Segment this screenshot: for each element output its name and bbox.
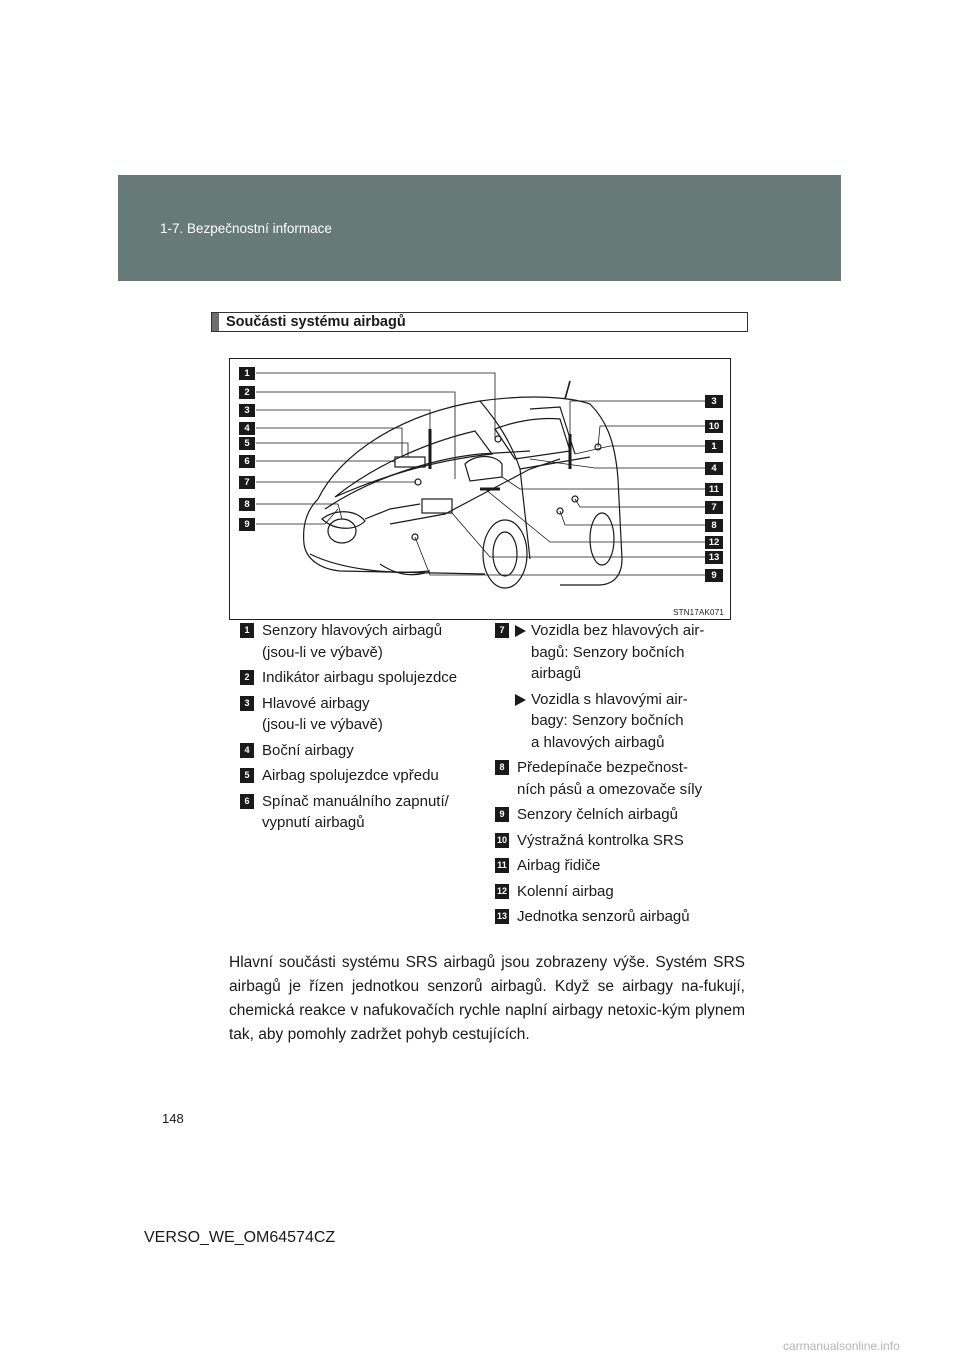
- legend-item-11: [495, 855, 740, 877]
- section-title-box: [211, 312, 748, 332]
- legend-text: bagů: Senzory bočních: [531, 643, 685, 661]
- legend-item-1: [240, 620, 480, 663]
- callout-left-8: 8: [239, 498, 255, 511]
- legend-left-column: [240, 620, 480, 838]
- legend-text: vypnutí airbagů: [262, 814, 365, 831]
- callout-right-13: 13: [705, 551, 723, 564]
- legend-number: 8: [495, 760, 509, 775]
- legend-text: Spínač manuálního zapnutí/: [262, 792, 449, 810]
- airbag-diagram: [229, 358, 731, 620]
- callout-left-5: 5: [239, 437, 255, 450]
- callout-right-11: 11: [705, 483, 723, 496]
- callout-right-8: 8: [705, 519, 723, 532]
- legend-number: 6: [240, 794, 254, 809]
- callout-right-9: 9: [705, 569, 723, 582]
- legend-item-5: [240, 765, 480, 787]
- callout-left-7: 7: [239, 476, 255, 489]
- legend-text: airbagů: [531, 665, 582, 682]
- callout-right-7: 7: [705, 501, 723, 514]
- header-section-label: 1-7. Bezpečnostní informace: [160, 221, 332, 236]
- legend-text: Senzory čelních airbagů: [517, 806, 678, 823]
- legend-item-7b: [495, 689, 740, 754]
- legend-text: Airbag spolujezdce vpředu: [262, 767, 439, 784]
- callout-right-10: 10: [705, 420, 723, 433]
- callout-left-2: 2: [239, 386, 255, 399]
- legend-number: 11: [495, 858, 509, 873]
- callout-left-4: 4: [239, 422, 255, 435]
- legend-number: 10: [495, 833, 509, 848]
- legend-item-6: [240, 791, 480, 834]
- legend-item-3: [240, 693, 480, 736]
- page-header: [118, 175, 841, 281]
- car-illustration: [230, 359, 732, 621]
- legend-text: bagy: Senzory bočních: [531, 712, 684, 729]
- callout-right-3: 3: [705, 395, 723, 408]
- legend-number: 12: [495, 884, 509, 899]
- arrow-right-icon: [515, 694, 526, 706]
- watermark: carmanualsonline.info: [783, 1339, 900, 1353]
- legend-item-2: [240, 667, 480, 689]
- arrow-right-icon: [515, 625, 526, 637]
- legend-right-column: [495, 620, 740, 932]
- legend-item-8: [495, 757, 740, 800]
- legend-text: Boční airbagy: [262, 741, 354, 759]
- legend-text: Vozidla bez hlavových air-: [531, 622, 705, 639]
- callout-right-1: 1: [705, 440, 723, 453]
- legend-text: (jsou-li ve výbavě): [262, 643, 383, 661]
- legend-item-12: [495, 881, 740, 903]
- legend-number: 1: [240, 623, 254, 638]
- legend-text: Senzory hlavových airbagů: [262, 622, 443, 639]
- legend-text: Jednotka senzorů airbagů: [517, 908, 690, 925]
- legend-text: Kolenní airbag: [517, 882, 614, 900]
- callout-right-4: 4: [705, 462, 723, 475]
- page-number: 148: [162, 1111, 184, 1126]
- document-code: VERSO_WE_OM64574CZ: [144, 1229, 336, 1246]
- legend-number: 7: [495, 623, 509, 638]
- legend-number: 5: [240, 768, 254, 783]
- legend-number: 4: [240, 743, 254, 758]
- section-title: Součásti systému airbagů: [226, 314, 406, 330]
- callout-right-12: 12: [705, 536, 723, 549]
- legend-text: Hlavové airbagy: [262, 694, 370, 712]
- legend-text: ních pásů a omezovače síly: [517, 780, 703, 798]
- legend-number: 9: [495, 807, 509, 822]
- callout-left-6: 6: [239, 455, 255, 468]
- legend-number: 13: [495, 909, 509, 924]
- legend-item-13: [495, 906, 740, 928]
- body-paragraph: Hlavní součásti systému SRS airbagů jsou zobrazeny výše. Systém SRS airbagů je řízen jednotkou senzorů airbagů. Když se airbagy na-fukují, chemická reakce v nafukovačích rychle naplní airbagy netoxic-kým plynem tak, aby pomohly zadržet pohyb cestujících.: [229, 954, 745, 1043]
- legend-item-9: [495, 804, 740, 826]
- figure-code: STN17AK071: [673, 608, 724, 617]
- legend-number: 2: [240, 670, 254, 685]
- legend-item-10: [495, 830, 740, 852]
- legend-text: Výstražná kontrolka SRS: [517, 831, 684, 849]
- callout-left-9: 9: [239, 518, 255, 531]
- callout-left-3: 3: [239, 404, 255, 417]
- callout-left-1: 1: [239, 367, 255, 380]
- legend-text: (jsou-li ve výbavě): [262, 716, 383, 733]
- legend-text: Předepínače bezpečnost-: [517, 759, 688, 776]
- legend-item-7: [495, 620, 740, 685]
- section-title-bar: [212, 313, 219, 331]
- legend-text: a hlavových airbagů: [531, 733, 665, 751]
- legend-text: Vozidla s hlavovými air-: [531, 690, 688, 708]
- legend-text: Indikátor airbagu spolujezdce: [262, 669, 458, 686]
- legend-number: 3: [240, 696, 254, 711]
- legend-item-4: [240, 740, 480, 762]
- legend-text: Airbag řidiče: [517, 857, 601, 874]
